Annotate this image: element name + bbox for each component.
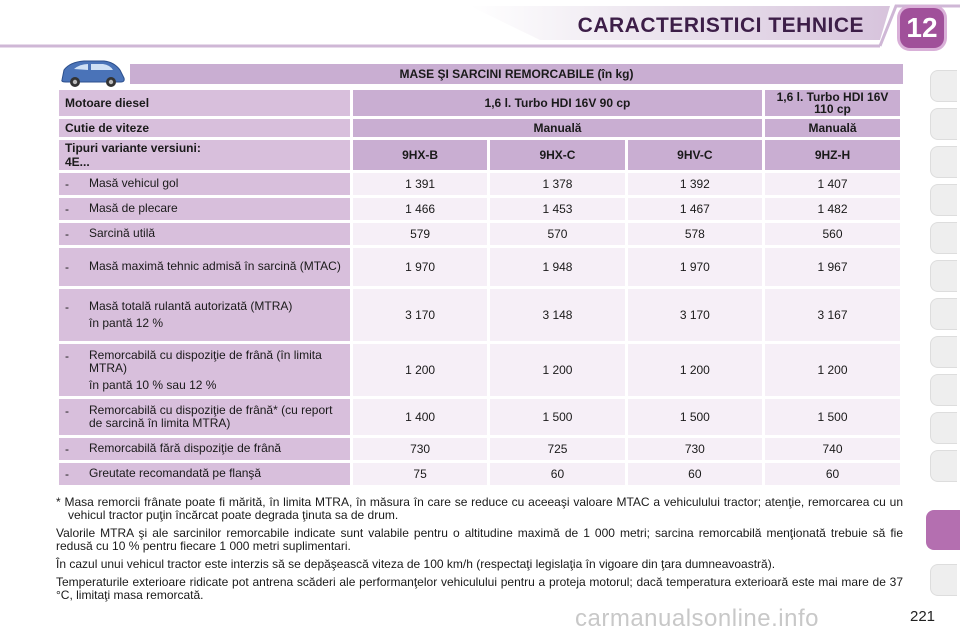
table-row xyxy=(59,289,900,341)
chapter-tab[interactable] xyxy=(930,450,957,482)
row-dash: - xyxy=(65,202,69,216)
row-label xyxy=(59,173,350,195)
row-label-main: Remorcabilă cu dispoziţie de frână (în limita MTRA) xyxy=(89,347,322,375)
row-label xyxy=(59,463,350,485)
engine-90cp: 1,6 l. Turbo HDI 16V 90 cp xyxy=(353,90,762,116)
row-label xyxy=(59,223,350,245)
footnote: * Masa remorcii frânate poate fi mărită, în limita MTRA, în măsura în care se reduce cu aceeaşi valoare MTAC a vehiculului tractor; atenţie, remorcarea cu un vehicul tractor puţin încărcat poate degrada ţinuta sa de drum. xyxy=(56,495,903,522)
variant-header: 9HX-B xyxy=(353,140,487,170)
value-cell: 3 170 xyxy=(353,289,487,341)
chapter-tab[interactable] xyxy=(930,70,957,102)
value-cell: 60 xyxy=(490,463,624,485)
value-cell: 3 170 xyxy=(628,289,762,341)
value-cell: 60 xyxy=(628,463,762,485)
row-label-main: Sarcină utilă xyxy=(89,226,156,240)
variant-header: 9HZ-H xyxy=(765,140,900,170)
table-row xyxy=(59,399,900,435)
variant-header: 9HV-C xyxy=(628,140,762,170)
value-cell: 570 xyxy=(490,223,624,245)
value-cell: 1 407 xyxy=(765,173,900,195)
value-cell: 1 378 xyxy=(490,173,624,195)
table-title: MASE ŞI SARCINI REMORCABILE (în kg) xyxy=(130,64,903,84)
value-cell: 1 200 xyxy=(490,344,624,396)
table-row xyxy=(59,438,900,460)
row-label-text xyxy=(89,202,344,216)
table-row xyxy=(59,344,900,396)
car-icon xyxy=(58,56,128,88)
value-cell: 1 970 xyxy=(353,248,487,286)
note-paragraph: În cazul unui vehicul tractor este interzis să se depăşească viteza de 100 km/h (respectaţi legislaţia în vigoare din ţara dumneavoastră). xyxy=(56,557,776,571)
row-label-text xyxy=(89,349,344,392)
table-row xyxy=(59,248,900,286)
row-label-main: Masă maximă tehnic admisă în sarcină (MTAC) xyxy=(89,259,341,273)
row-label-text xyxy=(89,404,344,430)
specs-table xyxy=(56,87,903,488)
note-paragraph: Valorile MTRA şi ale sarcinilor remorcabile indicate sunt valabile pentru o altitudine maximă de 1 000 metri; sarcina remorcabilă menţionată trebuie să fie redusă cu 10 % pentru fiecare 1 000 metri suplimentari. xyxy=(56,526,903,553)
page-title: CARACTERISTICI TEHNICE xyxy=(577,14,864,37)
engine-110cp: 1,6 l. Turbo HDI 16V 110 cp xyxy=(765,90,900,116)
row-label xyxy=(59,399,350,435)
row-dash: - xyxy=(65,300,69,314)
table-row xyxy=(59,173,900,195)
value-cell: 3 148 xyxy=(490,289,624,341)
value-cell: 1 500 xyxy=(765,399,900,435)
value-cell: 3 167 xyxy=(765,289,900,341)
value-cell: 1 392 xyxy=(628,173,762,195)
row-label-main: Masă vehicul gol xyxy=(89,176,179,190)
value-cell: 725 xyxy=(490,438,624,460)
row-dash: - xyxy=(65,260,69,274)
row-dash: - xyxy=(65,177,69,191)
value-cell: 1 391 xyxy=(353,173,487,195)
value-cell: 1 970 xyxy=(628,248,762,286)
chapter-tab[interactable] xyxy=(930,336,957,368)
row-label-text xyxy=(89,467,344,481)
variants-label xyxy=(59,140,350,170)
table-row xyxy=(59,223,900,245)
value-cell: 1 967 xyxy=(765,248,900,286)
row-label-sub: în pantă 10 % sau 12 % xyxy=(89,377,217,392)
value-cell: 730 xyxy=(353,438,487,460)
chapter-tab[interactable] xyxy=(930,222,957,254)
value-cell: 75 xyxy=(353,463,487,485)
row-label xyxy=(59,198,350,220)
table-row xyxy=(59,198,900,220)
row-label-text xyxy=(89,300,344,330)
row-label-text xyxy=(89,177,344,191)
chapter-tab[interactable] xyxy=(930,184,957,216)
row-dash: - xyxy=(65,227,69,241)
row-label-main: Remorcabilă cu dispoziţie de frână* (cu report de sarcină în limita MTRA) xyxy=(89,403,333,430)
row-dash: - xyxy=(65,467,69,481)
chapter-tabs xyxy=(926,70,960,610)
row-dash: - xyxy=(65,404,69,418)
variant-header: 9HX-C xyxy=(490,140,624,170)
row-label-text xyxy=(89,442,344,456)
row-label-main: Remorcabilă fără dispoziţie de frână xyxy=(89,441,282,455)
variants-label-line1: Tipuri variante versiuni: xyxy=(65,141,201,155)
row-label xyxy=(59,289,350,341)
value-cell: 1 400 xyxy=(353,399,487,435)
value-cell: 730 xyxy=(628,438,762,460)
chapter-tab[interactable] xyxy=(930,374,957,406)
row-label xyxy=(59,248,350,286)
value-cell: 578 xyxy=(628,223,762,245)
gearbox-110cp: Manuală xyxy=(765,119,900,137)
row-label xyxy=(59,344,350,396)
value-cell: 1 482 xyxy=(765,198,900,220)
notes xyxy=(56,496,903,607)
value-cell: 1 467 xyxy=(628,198,762,220)
chapter-tab[interactable] xyxy=(930,412,957,444)
table-row xyxy=(59,463,900,485)
chapter-tab[interactable] xyxy=(930,564,957,596)
watermark: carmanualsonline.info xyxy=(575,605,819,632)
value-cell: 1 200 xyxy=(353,344,487,396)
value-cell: 60 xyxy=(765,463,900,485)
variants-label-line2: 4E... xyxy=(65,155,90,169)
value-cell: 1 500 xyxy=(628,399,762,435)
row-label-main: Masă de plecare xyxy=(89,201,178,215)
value-cell: 1 200 xyxy=(765,344,900,396)
value-cell: 740 xyxy=(765,438,900,460)
chapter-badge[interactable]: 12 xyxy=(900,8,944,48)
specs-body xyxy=(59,173,900,485)
value-cell: 560 xyxy=(765,223,900,245)
value-cell: 579 xyxy=(353,223,487,245)
row-label-sub: în pantă 12 % xyxy=(89,316,164,330)
chapter-tab[interactable] xyxy=(930,260,957,292)
row-dash: - xyxy=(65,348,69,363)
gearbox-label: Cutie de viteze xyxy=(59,119,350,137)
page-number: 221 xyxy=(910,608,936,625)
row-dash: - xyxy=(65,442,69,456)
value-cell: 1 948 xyxy=(490,248,624,286)
value-cell: 1 466 xyxy=(353,198,487,220)
row-label xyxy=(59,438,350,460)
row-label-main: Greutate recomandată pe flanşă xyxy=(89,466,262,480)
value-cell: 1 200 xyxy=(628,344,762,396)
value-cell: 1 453 xyxy=(490,198,624,220)
note-paragraph: Temperaturile exterioare ridicate pot antrena scăderi ale performanţelor vehiculului pentru a proteja motorul; dacă temperatura exterioară este mai mare de 37 °C, limitaţi masa remorcată. xyxy=(56,575,903,602)
engine-label: Motoare diesel xyxy=(59,90,350,116)
value-cell: 1 500 xyxy=(490,399,624,435)
chapter-tab-active[interactable] xyxy=(926,510,960,550)
gearbox-90cp: Manuală xyxy=(353,119,762,137)
row-label-text xyxy=(89,260,344,274)
row-label-text xyxy=(89,227,344,241)
chapter-tab[interactable] xyxy=(930,108,957,140)
chapter-tab[interactable] xyxy=(930,146,957,178)
chapter-tab[interactable] xyxy=(930,298,957,330)
row-label-main: Masă totală rulantă autorizată (MTRA) xyxy=(89,299,293,313)
